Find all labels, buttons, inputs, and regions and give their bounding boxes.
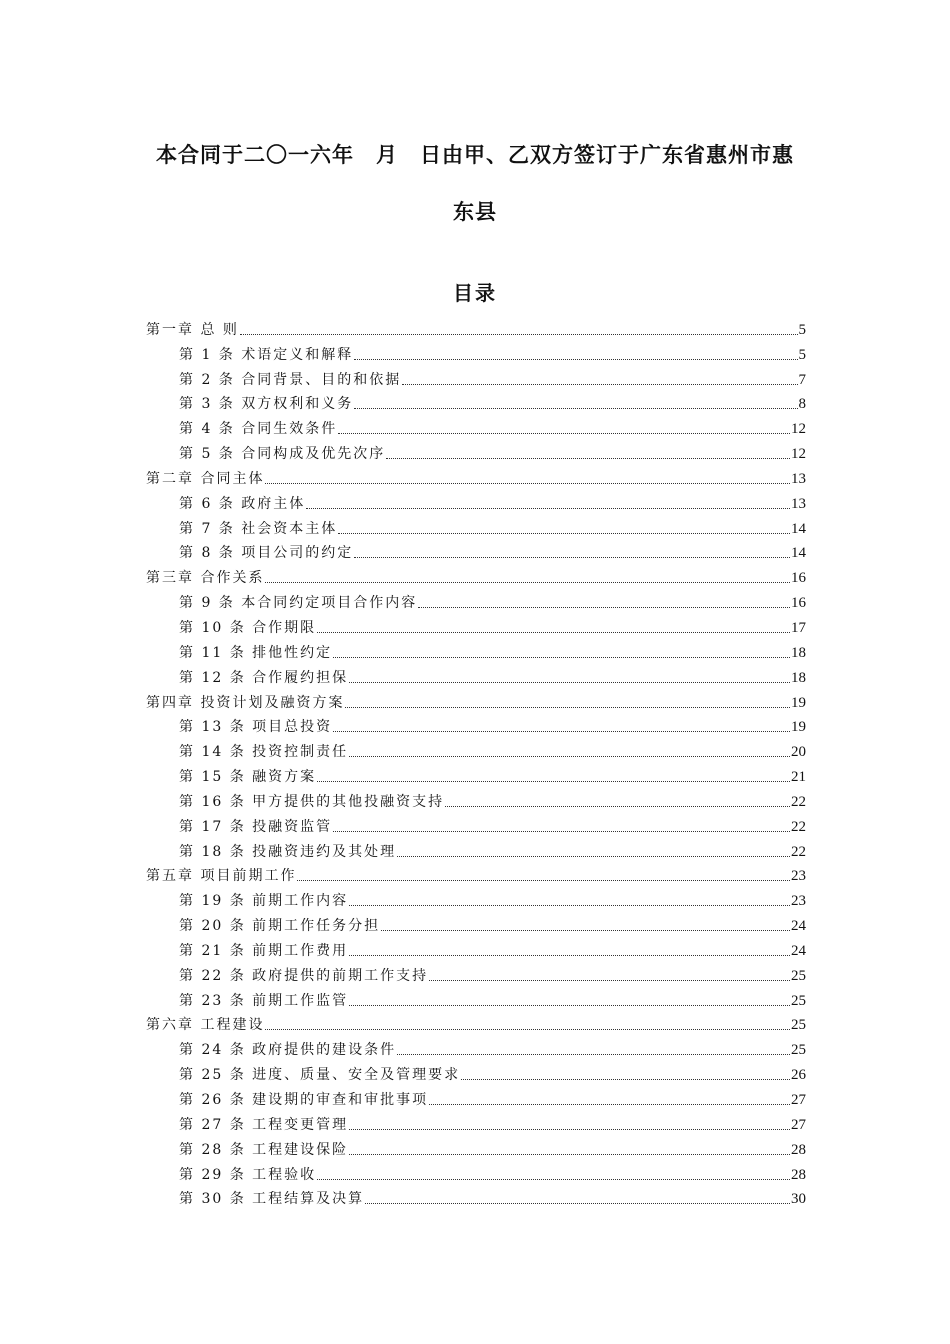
toc-entry-page-number: 18 [791, 644, 806, 661]
toc-article-entry[interactable] [146, 736, 806, 761]
toc-article-entry[interactable] [146, 364, 806, 389]
toc-chapter-entry[interactable] [146, 861, 806, 886]
toc-entry-label: 第四章 投资计划及融资方案 [146, 694, 345, 711]
toc-entry-page-number: 7 [798, 371, 806, 388]
toc-dot-leader [345, 707, 790, 708]
toc-dot-leader [429, 980, 790, 981]
toc-dot-leader [317, 781, 790, 782]
toc-entry-page-number: 14 [791, 545, 806, 562]
toc-entry-page-number: 19 [791, 694, 806, 711]
toc-entry-page-number: 13 [791, 470, 806, 487]
toc-article-entry[interactable] [146, 935, 806, 960]
toc-entry-label: 第 6 条 政府主体 [179, 495, 306, 512]
toc-dot-leader [429, 1104, 790, 1105]
toc-article-entry[interactable] [146, 662, 806, 687]
toc-entry-page-number: 25 [791, 1017, 806, 1034]
toc-entry-page-number: 18 [791, 669, 806, 686]
contract-signing-statement-line-1: 本合同于二〇一六年 月 日由甲、乙双方签订于广东省惠州市惠 [156, 143, 794, 167]
toc-entry-label: 第 30 条 工程结算及决算 [179, 1191, 365, 1208]
toc-dot-leader [265, 483, 790, 484]
toc-entry-page-number: 22 [791, 793, 806, 810]
toc-article-entry[interactable] [146, 985, 806, 1010]
toc-article-entry[interactable] [146, 587, 806, 612]
toc-entry-page-number: 23 [791, 868, 806, 885]
toc-entry-label: 第 14 条 投资控制责任 [179, 744, 349, 761]
toc-article-entry[interactable] [146, 413, 806, 438]
toc-dot-leader [317, 1179, 790, 1180]
toc-entry-label: 第 12 条 合作履约担保 [179, 669, 349, 686]
contract-signing-statement-line-2: 东县 [453, 200, 497, 224]
toc-entry-page-number: 25 [791, 967, 806, 984]
toc-entry-page-number: 21 [791, 769, 806, 786]
toc-article-entry[interactable] [146, 488, 806, 513]
toc-article-entry[interactable] [146, 885, 806, 910]
toc-entry-label: 第 1 条 术语定义和解释 [179, 346, 354, 363]
toc-dot-leader [297, 880, 790, 881]
toc-entry-page-number: 28 [791, 1166, 806, 1183]
toc-entry-page-number: 16 [791, 570, 806, 587]
toc-entry-label: 第 16 条 甲方提供的其他投融资支持 [179, 793, 445, 810]
toc-entry-page-number: 23 [791, 893, 806, 910]
toc-entry-label: 第 4 条 合同生效条件 [179, 421, 338, 438]
toc-article-entry[interactable] [146, 389, 806, 414]
toc-article-entry[interactable] [146, 910, 806, 935]
toc-entry-page-number: 25 [791, 1042, 806, 1059]
toc-article-entry[interactable] [146, 513, 806, 538]
toc-entry-label: 第 11 条 排他性约定 [179, 644, 333, 661]
toc-entry-label: 第 8 条 项目公司的约定 [179, 545, 354, 562]
toc-entry-page-number: 14 [791, 520, 806, 537]
toc-entry-label: 第二章 合同主体 [146, 470, 265, 487]
toc-dot-leader [381, 930, 790, 931]
toc-chapter-entry[interactable] [146, 562, 806, 587]
toc-dot-leader [349, 1154, 790, 1155]
toc-entry-label: 第 7 条 社会资本主体 [179, 520, 338, 537]
toc-entry-label: 第三章 合作关系 [146, 570, 265, 587]
toc-article-entry[interactable] [146, 438, 806, 463]
toc-dot-leader [445, 806, 790, 807]
toc-dot-leader [306, 508, 790, 509]
toc-article-entry[interactable] [146, 1159, 806, 1184]
toc-entry-label: 第五章 项目前期工作 [146, 868, 297, 885]
toc-article-entry[interactable] [146, 1184, 806, 1209]
toc-entry-label: 第 24 条 政府提供的建设条件 [179, 1042, 397, 1059]
toc-entry-page-number: 19 [791, 719, 806, 736]
toc-dot-leader [240, 334, 798, 335]
toc-entry-label: 第 18 条 投融资违约及其处理 [179, 843, 397, 860]
toc-dot-leader [354, 408, 797, 409]
toc-dot-leader [349, 1129, 790, 1130]
toc-dot-leader [333, 657, 790, 658]
toc-dot-leader [265, 1029, 790, 1030]
toc-dot-leader [354, 557, 790, 558]
toc-entry-page-number: 5 [798, 321, 806, 338]
toc-article-entry[interactable] [146, 960, 806, 985]
toc-dot-leader [365, 1203, 790, 1204]
toc-chapter-entry[interactable] [146, 463, 806, 488]
toc-entry-label: 第 27 条 工程变更管理 [179, 1116, 349, 1133]
toc-entry-page-number: 27 [791, 1116, 806, 1133]
toc-article-entry[interactable] [146, 712, 806, 737]
toc-entry-label: 第 28 条 工程建设保险 [179, 1141, 349, 1158]
toc-entry-label: 第 2 条 合同背景、目的和依据 [179, 371, 402, 388]
toc-dot-leader [317, 632, 790, 633]
toc-dot-leader [338, 533, 790, 534]
toc-entry-label: 第 15 条 融资方案 [179, 769, 317, 786]
toc-chapter-entry[interactable] [146, 314, 806, 339]
toc-entry-page-number: 26 [791, 1067, 806, 1084]
toc-article-entry[interactable] [146, 1084, 806, 1109]
toc-entry-label: 第 17 条 投融资监管 [179, 818, 333, 835]
toc-entry-label: 第 21 条 前期工作费用 [179, 942, 349, 959]
toc-entry-label: 第 25 条 进度、质量、安全及管理要求 [179, 1067, 461, 1084]
toc-dot-leader [354, 359, 797, 360]
toc-dot-leader [349, 682, 790, 683]
toc-article-entry[interactable] [146, 761, 806, 786]
toc-dot-leader [461, 1079, 790, 1080]
toc-entry-label: 第 3 条 双方权利和义务 [179, 396, 354, 413]
toc-title: 目录 [453, 281, 497, 305]
toc-article-entry[interactable] [146, 538, 806, 563]
toc-dot-leader [265, 582, 790, 583]
toc-article-entry[interactable] [146, 1059, 806, 1084]
toc-dot-leader [402, 384, 797, 385]
toc-dot-leader [418, 607, 790, 608]
toc-dot-leader [397, 1054, 790, 1055]
toc-entry-label: 第 29 条 工程验收 [179, 1166, 317, 1183]
toc-entry-label: 第 26 条 建设期的审查和审批事项 [179, 1092, 429, 1108]
toc-article-entry[interactable] [146, 1034, 806, 1059]
toc-dot-leader [333, 731, 790, 732]
toc-entry-label: 第 10 条 合作期限 [179, 619, 317, 636]
toc-entry-page-number: 12 [791, 446, 806, 463]
toc-dot-leader [333, 831, 790, 832]
toc-entry-page-number: 28 [791, 1141, 806, 1158]
toc-article-entry[interactable] [146, 339, 806, 364]
toc-dot-leader [338, 433, 790, 434]
toc-entry-page-number: 24 [791, 918, 806, 935]
toc-chapter-entry[interactable] [146, 687, 806, 712]
toc-article-entry[interactable] [146, 786, 806, 811]
toc-chapter-entry[interactable] [146, 1010, 806, 1035]
toc-article-entry[interactable] [146, 836, 806, 861]
toc-entry-page-number: 22 [791, 843, 806, 860]
toc-dot-leader [349, 1005, 790, 1006]
toc-entry-page-number: 13 [791, 495, 806, 512]
toc-entry-label: 第 20 条 前期工作任务分担 [179, 918, 381, 935]
toc-entry-page-number: 30 [791, 1191, 806, 1208]
toc-entry-label: 第六章 工程建设 [146, 1017, 265, 1034]
toc-entry-label: 第 19 条 前期工作内容 [179, 893, 349, 910]
toc-entry-label: 第一章 总 则 [146, 321, 239, 338]
toc-entry-label: 第 13 条 项目总投资 [179, 719, 333, 736]
toc-entry-label: 第 22 条 政府提供的前期工作支持 [179, 967, 429, 984]
toc-article-entry[interactable] [146, 612, 806, 637]
toc-entry-label: 第 9 条 本合同约定项目合作内容 [179, 595, 418, 612]
table-of-contents [146, 314, 806, 1208]
toc-entry-label: 第 23 条 前期工作监管 [179, 992, 349, 1009]
toc-entry-label: 第 5 条 合同构成及优先次序 [179, 446, 386, 463]
toc-entry-page-number: 16 [791, 595, 806, 612]
toc-article-entry[interactable] [146, 637, 806, 662]
toc-entry-page-number: 27 [791, 1092, 806, 1108]
toc-dot-leader [397, 856, 790, 857]
toc-entry-page-number: 20 [791, 744, 806, 761]
toc-entry-page-number: 8 [798, 396, 806, 413]
toc-entry-page-number: 12 [791, 421, 806, 438]
toc-article-entry[interactable] [146, 1109, 806, 1134]
toc-dot-leader [349, 756, 790, 757]
toc-article-entry[interactable] [146, 811, 806, 836]
toc-entry-page-number: 24 [791, 942, 806, 959]
toc-entry-page-number: 25 [791, 992, 806, 1009]
toc-article-entry[interactable] [146, 1134, 806, 1159]
toc-entry-page-number: 5 [798, 346, 806, 363]
toc-entry-page-number: 22 [791, 818, 806, 835]
toc-dot-leader [349, 905, 790, 906]
toc-entry-page-number: 17 [791, 619, 806, 636]
toc-dot-leader [386, 458, 790, 459]
toc-dot-leader [349, 955, 790, 956]
